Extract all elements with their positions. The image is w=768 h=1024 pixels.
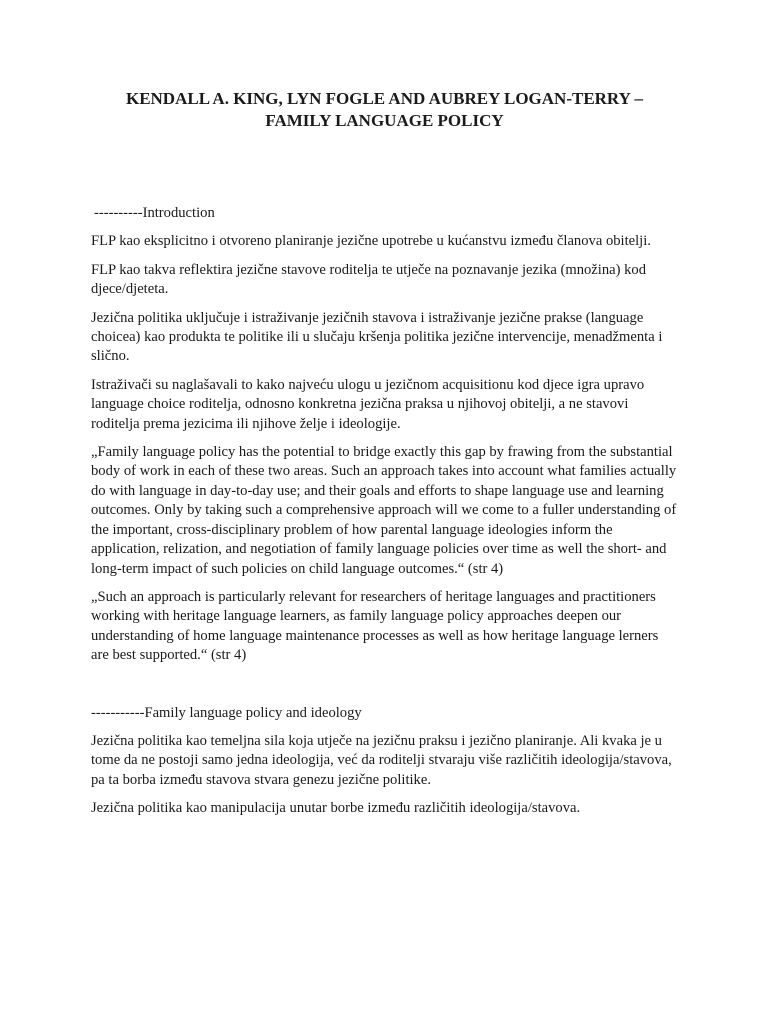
title-line-2: FAMILY LANGUAGE POLICY: [265, 111, 504, 130]
paragraph: Istraživači su naglašavali to kako najveću ulogu u jezičnom acquisitionu kod djece igra upravo language choice roditelja, odnosno konkretna jezična praksa u njihovoj obitelji, a ne stavovi roditelja prema jezicima ili njihove želje i ideologije.: [91, 376, 645, 432]
document-title: [91, 88, 678, 132]
section-heading-introduction: ----------Introduction: [94, 205, 215, 221]
document-body: [91, 204, 678, 819]
title-line-1: KENDALL A. KING, LYN FOGLE AND AUBREY LOGAN-TERRY –: [125, 89, 644, 108]
section-spacer: [91, 675, 678, 704]
paragraph: FLP kao eksplicitno i otvoreno planiranje jezične upotrebe u kućanstvu između članova obitelji.: [91, 233, 651, 250]
quote-paragraph: „Such an approach is particularly relevant for researchers of heritage languages and practitioners working with heritage language learners, as family language policy approaches deepen our understanding of home language maintenance processes as well as how heritage language lerners are best supported.“ (str 4): [91, 588, 659, 664]
quote-paragraph: „Family language policy has the potential to bridge exactly this gap by frawing from the substantial body of work in each of these two areas. Such an approach takes into account what families actually do with language in day-to-day use; and their goals and efforts to shape language use and learning outcomes. Only by taking such a comprehensive approach will we come to a fuller understanding of the important, cross-disciplinary problem of how parental language ideologies inform the application, relization, and negotiation of family language policies over time as well the short- and long-term impact of such policies on child language outcomes.“ (str 4): [91, 444, 677, 577]
paragraph: FLP kao takva reflektira jezične stavove roditelja te utječe na poznavanje jezika (množina) kod djece/djeteta.: [91, 261, 646, 298]
section-heading-ideology: -----------Family language policy and ideology: [91, 704, 362, 721]
paragraph: Jezična politika kao manipulacija unutar borbe između različitih ideologija/stavova.: [91, 800, 581, 817]
paragraph: Jezična politika uključuje i istraživanje jezičnih stavova i istraživanje jezične prakse (language choicea) kao produkta te politike ili u slučaju kršenja politika jezične intervencije, menadžmenta i slično.: [91, 309, 663, 365]
paragraph: Jezična politika kao temeljna sila koja utječe na jezičnu praksu i jezično planiranje. Ali kvaka je u tome da ne postoji samo jedna ideologija, već da roditelji stvaraju više različitih ideologija/stavova, pa ta borba između stavova stvara genezu jezične politike.: [91, 732, 672, 788]
